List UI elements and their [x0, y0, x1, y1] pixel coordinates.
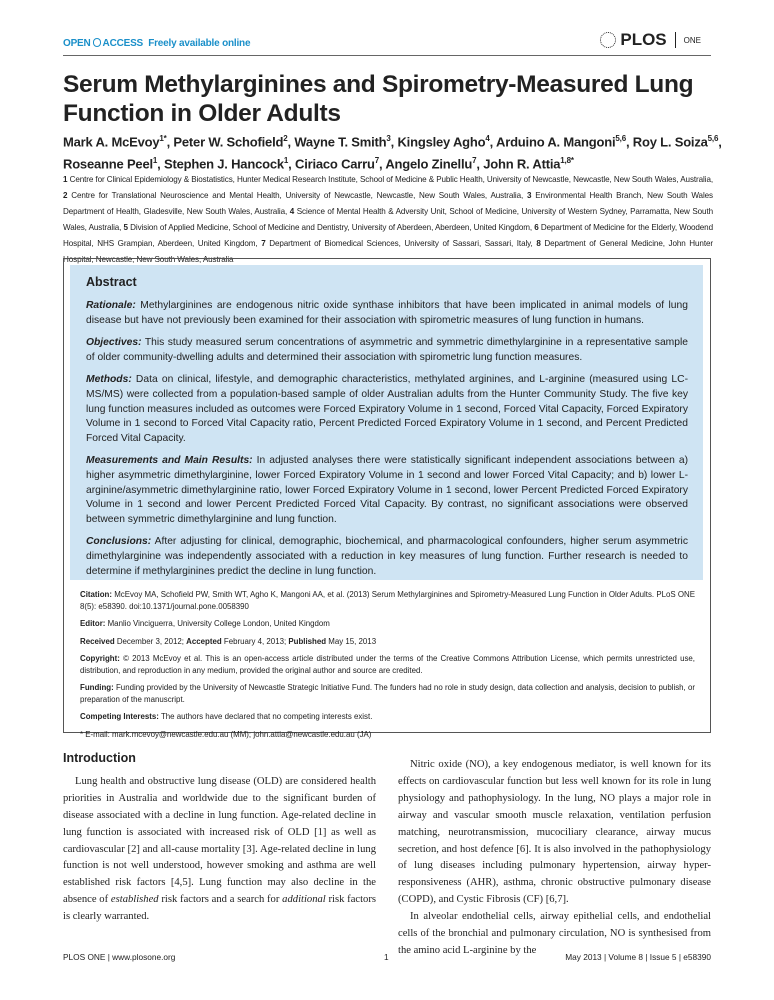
author-affiliation-marker: 3 [386, 134, 391, 143]
abstract-box [63, 258, 711, 739]
author-affiliation-marker: 1 [283, 156, 289, 166]
abstract-section-label: Measurements and Main Results: [86, 455, 253, 467]
article-title: Serum Methylarginines and Spirometry-Measured Lung Function in Older Adults [63, 71, 694, 127]
author-affiliation-marker: 7 [374, 156, 380, 166]
metadata-item [80, 653, 695, 676]
section-heading-introduction: Introduction [63, 751, 136, 765]
author-name: Wayne T. Smith [294, 134, 387, 150]
author-affiliation-marker: 5,6 [615, 134, 626, 143]
abstract-section-label: Rationale: [86, 300, 136, 311]
affiliation-text: Department of Medicine for the Elderly, Woodend Hospital, NHS Grampian, Aberdeen, United Kingdom, [63, 223, 713, 248]
metadata-label: Competing Interests: [80, 712, 159, 721]
abstract-heading: Abstract [86, 275, 137, 289]
metadata-item [80, 729, 695, 741]
page-number: 1 [384, 952, 389, 962]
author-name: Peter W. Schofield [173, 134, 284, 150]
author-list: Mark A. McEvoy$^{1*}$, Peter W. Schofield$^2$, Wayne T. Smith$^3$, Kingsley Agho$^4$, Arduino A. Mangoni$^{5,6}$, Roy L. Soiza$^{5,6}$, Roseanne Peel$^1$, Stephen J. Hancock$^1$, Ciriaco Carru$^7$, Angelo Zinellu$^7$, John R. Attia$^{1,8*}$ [63, 134, 722, 172]
intro-paragraph-2: Nitric oxide (NO), a key endogenous mediator, is well known for its effects on cardiovascular function but less well known for its role in lung physiology and pathophysiology. In the lung, NO plays a major role in airway and vascular smooth muscle relaxation, ventilation perfusion matching, neurotransmission, mucociliary clearance, airway mucus secretion, and host defence [6]. It is also involved in the pathophysiology of lung diseases including pulmonary hypertension, airway hyper-responsiveness (AHR), asthma, chronic obstructive pulmonary disease (COPD), and Cystic Fibrosis (CF) [6,7]. [398, 759, 711, 906]
author-affiliation-marker: 5,6 [707, 134, 719, 143]
abstract-section [86, 454, 688, 527]
metadata-item [80, 636, 695, 648]
metadata-label: Citation: [80, 590, 112, 599]
metadata-text: McEvoy MA, Schofield PW, Smith WT, Agho K, Mangoni AA, et al. (2013) Serum Methylarginines and Spirometry-Measured Lung Function in Older Adults. PLoS ONE 8(5): e58390. doi:10.1371/journal.pone.0058390 [80, 590, 695, 611]
author-name: Angelo Zinellu [385, 156, 473, 172]
logo-divider [675, 32, 676, 48]
access-label: ACCESS [102, 38, 144, 49]
author-affiliation-marker: 1* [159, 134, 167, 143]
author-affiliation-marker: 4 [485, 134, 490, 143]
article-metadata [80, 589, 695, 746]
left-column [63, 750, 376, 926]
abstract-section-label: Methods: [86, 374, 132, 386]
author-affiliation-marker: 1,8* [560, 156, 574, 166]
abstract-section-text: This study measured serum concentrations of asymmetric and symmetric dimethylarginine in a representative sample of older community-dwelling adults and determined their association with spirometric lung function measures. [86, 337, 688, 363]
author-name: Stephen J. Hancock [163, 156, 284, 172]
open-access-banner [63, 38, 250, 49]
metadata-text: The authors have declared that no competing interests exist. [158, 712, 373, 721]
right-column [398, 757, 711, 960]
affiliation-text: Environmental Health Branch, New South Wales Department of Health, Gladesville, New South Wales, Australia, [63, 191, 714, 216]
affiliation-number: 6 [534, 223, 539, 232]
metadata-label: Editor: [80, 619, 106, 628]
author-name: Roy L. Soiza [632, 134, 708, 150]
metadata-text: February 4, 2013; [221, 636, 289, 646]
affiliation-number: 4 [289, 207, 295, 216]
affiliation-text: Centre for Clinical Epidemiology & Biostatistics, Hunter Medical Research Institute, School of Medicine & Public Health, University of Newcastle, Newcastle, New South Wales, Australia, [69, 175, 713, 184]
footer-journal: PLOS ONE | www.plosone.org [63, 952, 176, 962]
abstract-section-label: Conclusions: [86, 536, 152, 548]
metadata-text: * E-mail: mark.mcevoy@newcastle.edu.au (MM); john.attia@newcastle.edu.au (JA) [80, 729, 372, 739]
affiliation-number: 2 [63, 191, 68, 200]
intro-paragraph-3: In alveolar endothelial cells, airway epithelial cells, and endothelial cells of the bronchial and pulmonary circulation, NO is synthesised from the amino acid L-arginine by the [398, 911, 711, 956]
affiliation-text: Science of Mental Health & Adversity Unit, School of Medicine, University of Western Sydney, Parramatta, New South Wales, Australia, [63, 207, 714, 232]
author-name: John R. Attia [483, 156, 561, 172]
metadata-text: Manlio Vinciguerra, University College London, United Kingdom [105, 619, 330, 628]
metadata-label: Accepted [186, 636, 222, 646]
plos-globe-icon [600, 32, 616, 48]
affiliation-text: Department of General Medicine, John Hunter Hospital, Newcastle, New South Wales, Australia [63, 239, 713, 264]
metadata-label: Received [80, 636, 115, 646]
metadata-label: Funding: [80, 683, 114, 692]
metadata-item [80, 682, 695, 705]
abstract-panel [70, 265, 703, 580]
intro-paragraph-1: Lung health and obstructive lung disease (OLD) are considered health priorities in Australia and worldwide due to the significant burden of disease associated with a decline in lung function. Age-related decline in lung function is associated with increased risk of OLD [1] as well as cardiovascular [2] and all-cause mortality [3]. Age-related decline in lung function is not well understood, however smoking and asthma are well established risk factors [4,5]. Lung function may also decline in the absence of established risk factors and a search for additional risk factors is clearly warranted. [63, 775, 377, 923]
freely-available-label: Freely available online [148, 38, 251, 49]
footer-issue: May 2013 | Volume 8 | Issue 5 | e58390 [565, 952, 711, 962]
metadata-label: Published [288, 636, 327, 646]
metadata-item [80, 711, 695, 723]
abstract-section-text: In adjusted analyses there were statistically significant independent associations between a) higher asymmetric dimethylarginine, lower Forced Expiratory Volume in 1 second and lower Forced Vital Capacity; and b) lower L-arginine/asymmetric dimethylarginine ratio, lower Forced Expiratory Volume in 1 second, lower Percent Predicted Forced Expiratory Volume in 1 second and lower Percent Predicted Forced Vital Capacity. By contrast, no significant associations were observed between symmetric dimethylarginine and lung function. [86, 455, 689, 525]
affiliation-number: 7 [261, 239, 266, 248]
affiliation-number: 5 [123, 223, 128, 232]
logo-sub: ONE [683, 35, 701, 45]
abstract-section-text: Methylarginines are endogenous nitric oxide synthase inhibitors that have been implicated in animal models of lung disease but have not previously been examined for their association with spirometric measures of lung function in humans. [86, 300, 688, 326]
metadata-item [80, 618, 695, 630]
abstract-section [86, 299, 688, 328]
author-name: Roseanne Peel [63, 156, 153, 172]
affiliations [63, 172, 713, 268]
author-affiliation-marker: 2 [283, 134, 288, 143]
metadata-text: © 2013 McEvoy et al. This is an open-access article distributed under the terms of the Creative Commons Attribution License, which permits unrestricted use, distribution, and reproduction in any medium, provided the original author and source are credited. [80, 654, 695, 675]
abstract-section [86, 373, 688, 446]
metadata-text: Funding provided by the University of Newcastle Strategic Initiative Fund. The funders had no role in study design, data collection and analysis, decision to publish, or preparation of the manuscript. [80, 683, 695, 704]
logo-text: PLOS [620, 30, 667, 49]
open-lock-icon [93, 38, 101, 47]
metadata-text: December 3, 2012; [114, 636, 187, 646]
plos-one-logo [600, 30, 701, 50]
metadata-item [80, 589, 695, 612]
abstract-section-text: After adjusting for clinical, demographic, biochemical, and pharmacological confounders, higher serum asymmetric dimethylarginine was independently associated with a reduction in key measures of lung function. Further research is needed to determine if methylarginines predict the decline in lung function. [86, 536, 688, 577]
affiliation-number: 1 [63, 175, 68, 184]
abstract-section [86, 535, 688, 579]
author-name: Mark A. McEvoy [63, 134, 160, 150]
author-name: Arduino A. Mangoni [496, 134, 616, 150]
affiliation-number: 8 [536, 239, 541, 248]
author-affiliation-marker: 7 [472, 156, 477, 166]
affiliation-text: Department of Biomedical Sciences, University of Sassari, Sassari, Italy, [269, 239, 533, 248]
affiliation-number: 3 [527, 191, 532, 200]
affiliation-text: Division of Applied Medicine, School of Medicine and Dentistry, University of Aberdeen, Aberdeen, United Kingdom, [130, 223, 533, 232]
author-name: Kingsley Agho [397, 134, 486, 150]
abstract-section-text: Data on clinical, lifestyle, and demographic characteristics, methylated arginines, and L-arginine (measured using LC-MS/MS) were collected from a population-based sample of older Australian adults from the Hunter Community Study. The five key lung function measures included as outcomes were Forced Expiratory Volume in 1 second, Forced Vital Capacity, Forced Expiratory Volume in 1 second to Forced Vital Capacity ratio, Percent Predicted Forced Expiratory Volume in 1 second, and Percent Predicted Forced Vital Capacity. [86, 374, 688, 444]
open-label: OPEN [63, 38, 91, 49]
metadata-text: May 15, 2013 [326, 636, 377, 646]
affiliation-text: Centre for Translational Neuroscience and Mental Health, University of Newcastle, Newcastle, New South Wales, Australia, [71, 191, 524, 200]
metadata-label: Copyright: [80, 654, 120, 663]
author-affiliation-marker: 1 [152, 156, 158, 166]
author-name: Ciriaco Carru [295, 156, 375, 172]
abstract-section [86, 336, 688, 365]
abstract-section-label: Objectives: [86, 337, 142, 349]
journal-header [63, 30, 711, 56]
